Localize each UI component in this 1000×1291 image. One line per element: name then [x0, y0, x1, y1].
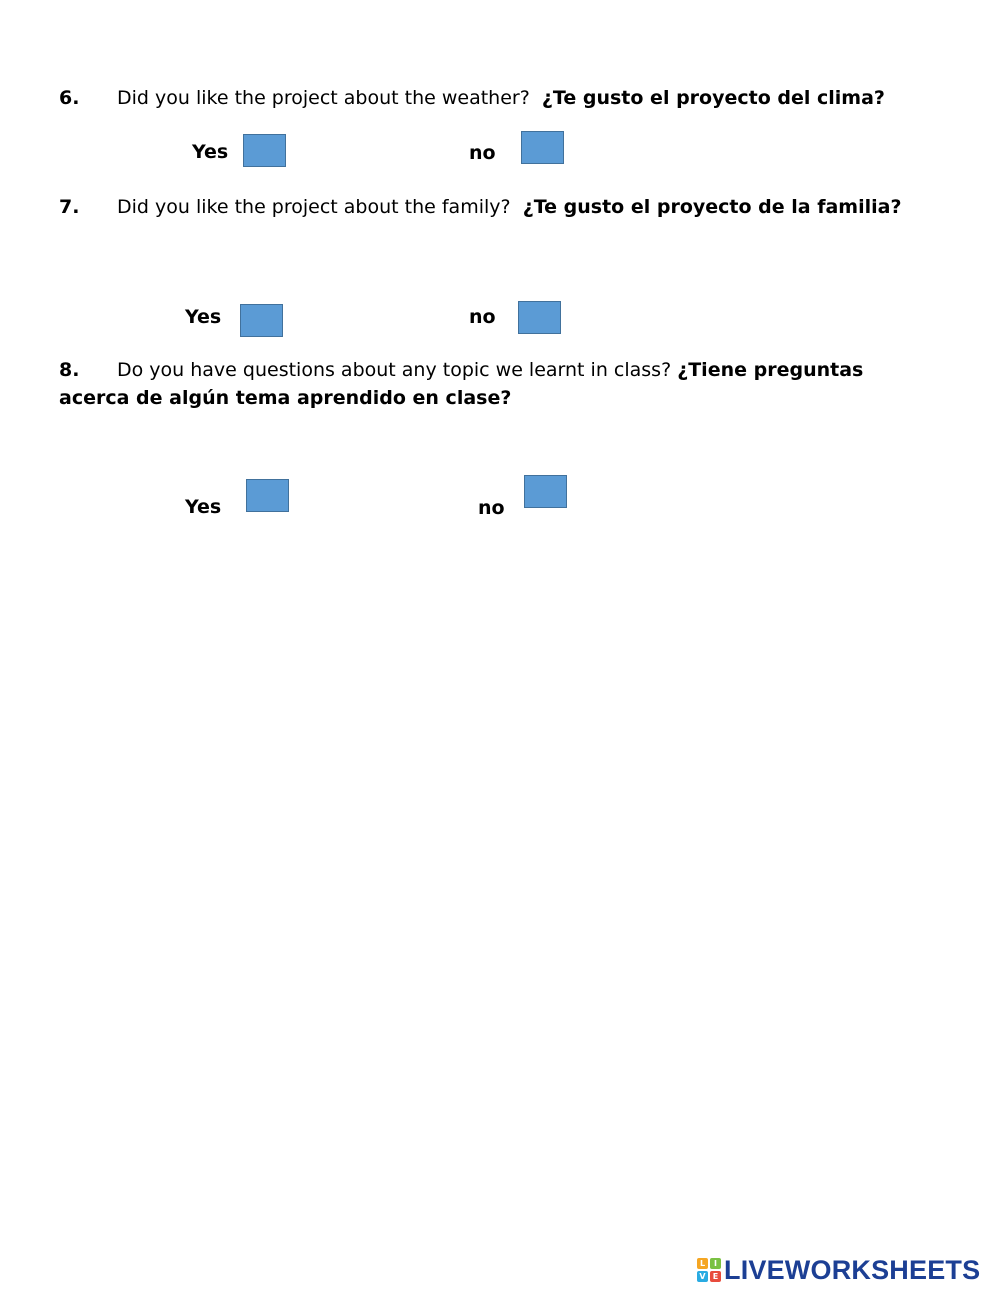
- q7-no-checkbox[interactable]: [518, 301, 561, 334]
- question-number: 6.: [59, 87, 80, 109]
- q6-no-checkbox[interactable]: [521, 131, 564, 164]
- yes-label: Yes: [185, 496, 222, 518]
- question-text-spanish: ¿Te gusto el proyecto de la familia?: [522, 196, 902, 218]
- q6-yes-checkbox[interactable]: [243, 134, 286, 167]
- q8-yes-checkbox[interactable]: [246, 479, 289, 512]
- no-label: no: [469, 306, 496, 328]
- logo-text: LIVEWORKSHEETS: [724, 1254, 981, 1285]
- logo-cell: I: [710, 1258, 721, 1269]
- yes-label: Yes: [192, 141, 229, 163]
- question-text-english: Did you like the project about the weather?: [117, 87, 530, 109]
- q7-yes-checkbox[interactable]: [240, 304, 283, 337]
- logo-cell: E: [710, 1271, 721, 1282]
- question-text-english: Did you like the project about the family?: [117, 196, 511, 218]
- yes-label: Yes: [185, 306, 222, 328]
- question-text-spanish: ¿Tiene preguntas acerca de algún tema aprendido en clase?: [59, 359, 864, 409]
- question-8: [59, 356, 909, 412]
- question-7: [59, 193, 901, 221]
- logo-mark: [697, 1258, 721, 1282]
- logo-cell: L: [697, 1258, 708, 1269]
- question-text-english: Do you have questions about any topic we learnt in class?: [117, 359, 672, 381]
- question-number: 8.: [59, 359, 80, 381]
- question-number: 7.: [59, 196, 80, 218]
- question-text-spanish: ¿Te gusto el proyecto del clima?: [541, 87, 885, 109]
- no-label: no: [469, 142, 496, 164]
- q8-no-checkbox[interactable]: [524, 475, 567, 508]
- logo-cell: V: [697, 1271, 708, 1282]
- no-label: no: [478, 497, 505, 519]
- liveworksheets-logo: [697, 1255, 980, 1285]
- question-6: [59, 84, 885, 112]
